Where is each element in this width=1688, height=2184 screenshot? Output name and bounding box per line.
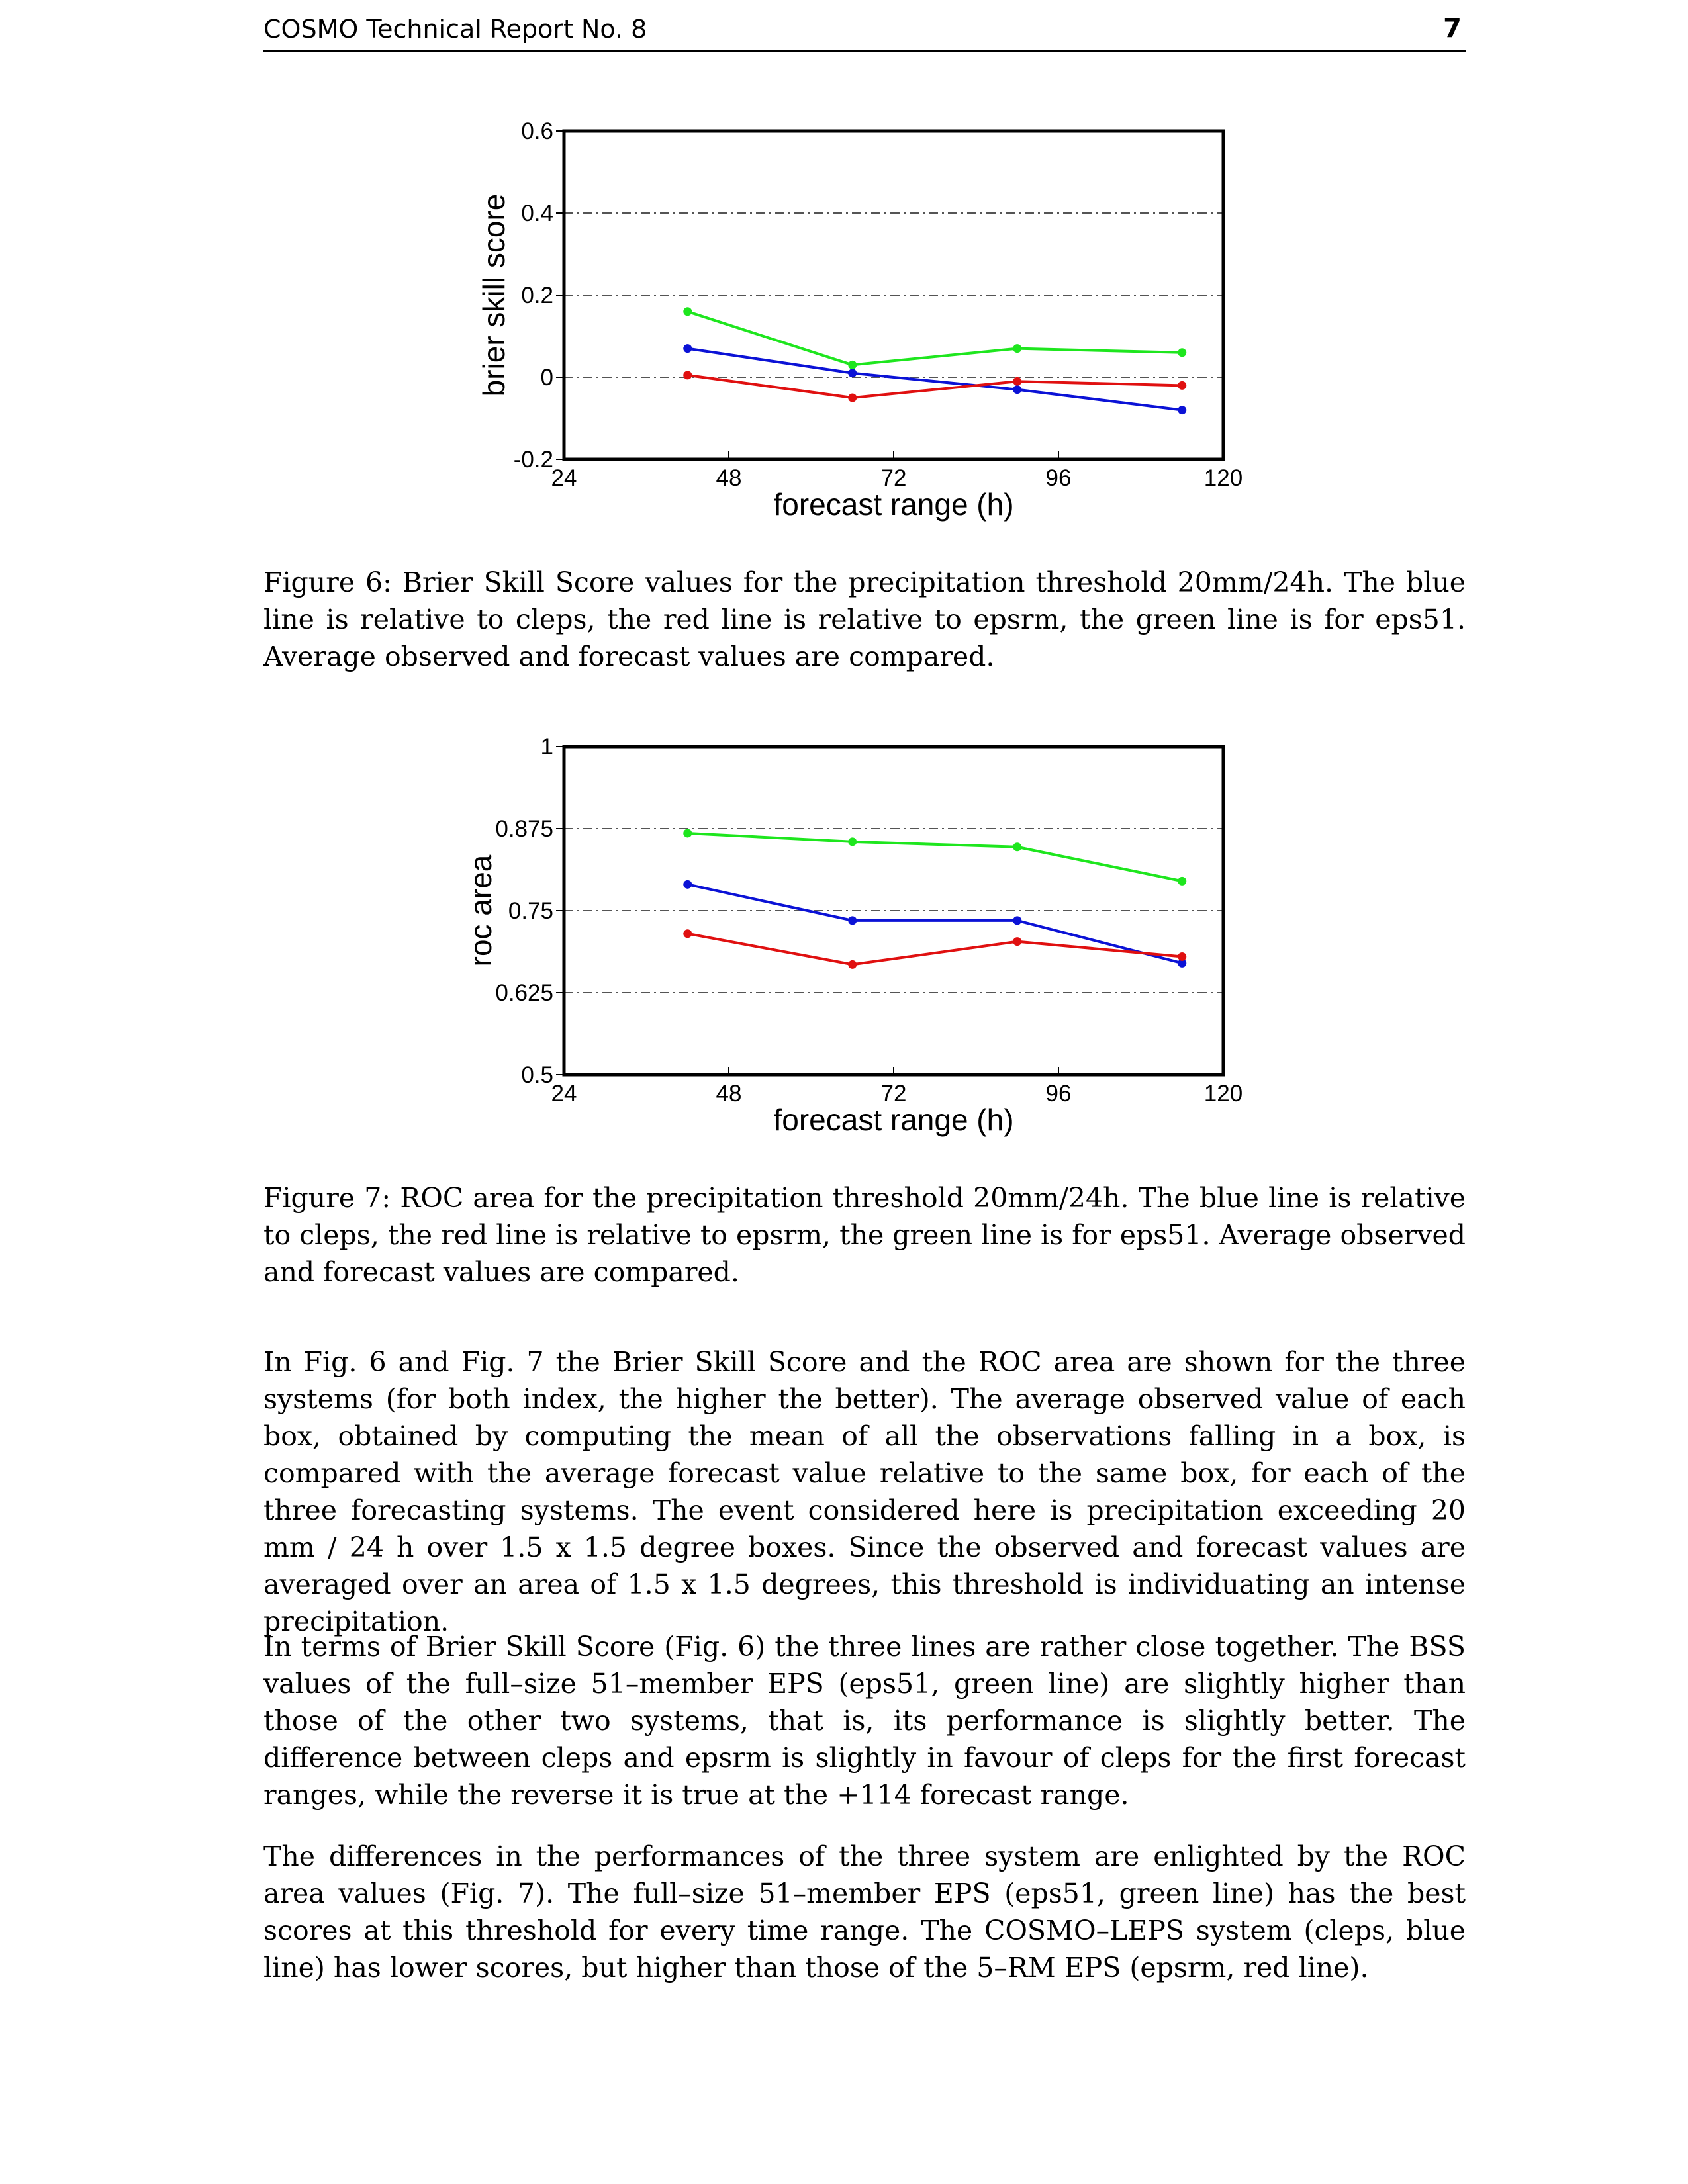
- series-line: [688, 375, 1182, 398]
- data-point: [848, 916, 857, 925]
- y-tick-label: 0: [540, 365, 553, 390]
- data-point: [1178, 877, 1186, 886]
- figure-6-caption: Figure 6: Brier Skill Score values for the precipitation threshold 20mm/24h. The blue line is relative to cleps, the red line is relative to epsrm, the green line is for eps51. Average observed and forecast values are compared.: [263, 567, 1466, 672]
- figure-6-chart: [0, 99, 1688, 536]
- y-tick-label: 0.6: [521, 118, 553, 144]
- x-tick-label: 72: [880, 1081, 907, 1107]
- data-point: [848, 361, 857, 369]
- y-tick-label: -0.2: [513, 447, 553, 473]
- paragraph-1: In Fig. 6 and Fig. 7 the Brier Skill Score and the ROC area are shown for the three systems (for both index, the higher the better). The average observed value of each box, obtained by computing the mean of all the observations falling in a box, is compared with the average forecast value relative to the same box, for each of the three forecasting systems. The event considered here is precipitation exceeding 20 mm / 24 h over 1.5 x 1.5 degree boxes. Since the observed and forecast values are averaged over an area of 1.5 x 1.5 degrees, this threshold is individuating an intense precipitation.: [263, 1346, 1466, 1637]
- roc-area-chart: [0, 715, 1688, 1152]
- paragraph-2: In terms of Brier Skill Score (Fig. 6) the three lines are rather close together. The BSS values of the full–size 51–member EPS (eps51, green line) are slightly higher than those of the other two systems, that is, its performance is slightly better. The difference between cleps and epsrm is slightly in favour of cleps for the first forecast ranges, while the reverse it is true at the +114 forecast range.: [263, 1631, 1466, 1811]
- series-line: [688, 934, 1182, 965]
- y-tick-label: 0.625: [495, 980, 553, 1006]
- data-point: [848, 960, 857, 969]
- x-tick-label: 96: [1045, 465, 1072, 491]
- page-header: [263, 9, 1466, 52]
- data-point: [683, 880, 692, 889]
- y-tick-label: 0.5: [521, 1062, 553, 1088]
- y-tick-label: 0.875: [495, 816, 553, 842]
- data-point: [1013, 377, 1021, 386]
- data-point: [1013, 937, 1021, 946]
- y-tick-label: 1: [540, 734, 553, 760]
- data-point: [1013, 385, 1021, 394]
- y-tick-label: 0.2: [521, 283, 553, 308]
- x-tick-label: 120: [1203, 1081, 1243, 1107]
- data-point: [1013, 916, 1021, 925]
- series-line: [688, 833, 1182, 881]
- x-tick-label: 48: [716, 1081, 742, 1107]
- running-title: COSMO Technical Report No. 8: [263, 15, 647, 44]
- data-point: [683, 344, 692, 353]
- data-point: [1178, 348, 1186, 357]
- series-line: [688, 884, 1182, 963]
- y-tick-label: 0.75: [508, 898, 553, 924]
- x-axis-label: forecast range (h): [773, 487, 1014, 522]
- paragraph-3: The differences in the performances of the three system are enlighted by the ROC area values (Fig. 7). The full–size 51–member EPS (eps51, green line) has the best scores at this threshold for every time range. The COSMO–LEPS system (cleps, blue line) has lower scores, but higher than those of the 5–RM EPS (epsrm, red line).: [263, 1841, 1466, 1983]
- series-line: [688, 312, 1182, 365]
- figure-7-chart: [0, 715, 1688, 1152]
- data-point: [848, 837, 857, 846]
- data-point: [848, 394, 857, 402]
- data-point: [683, 307, 692, 316]
- y-axis-label: brier skill score: [477, 193, 511, 397]
- x-tick-label: 96: [1045, 1081, 1072, 1107]
- data-point: [1178, 952, 1186, 961]
- y-axis-label: roc area: [463, 854, 498, 967]
- x-tick-label: 48: [716, 465, 742, 491]
- x-tick-label: 24: [551, 1081, 577, 1107]
- x-tick-label: 120: [1203, 465, 1243, 491]
- data-point: [1178, 381, 1186, 390]
- data-point: [1013, 344, 1021, 353]
- x-tick-label: 24: [551, 465, 577, 491]
- figure-7-caption: Figure 7: ROC area for the precipitation threshold 20mm/24h. The blue line is relative to cleps, the red line is relative to epsrm, the green line is for eps51. Average observed and forecast values are compared.: [263, 1182, 1466, 1288]
- data-point: [1013, 842, 1021, 851]
- x-axis-label: forecast range (h): [773, 1103, 1014, 1137]
- data-point: [683, 929, 692, 938]
- data-point: [683, 829, 692, 837]
- y-tick-label: 0.4: [521, 201, 553, 226]
- data-point: [683, 371, 692, 379]
- data-point: [848, 369, 857, 377]
- brier-skill-score-chart: [0, 99, 1688, 536]
- data-point: [1178, 406, 1186, 414]
- x-tick-label: 72: [880, 465, 907, 491]
- page-number: 7: [1443, 13, 1462, 44]
